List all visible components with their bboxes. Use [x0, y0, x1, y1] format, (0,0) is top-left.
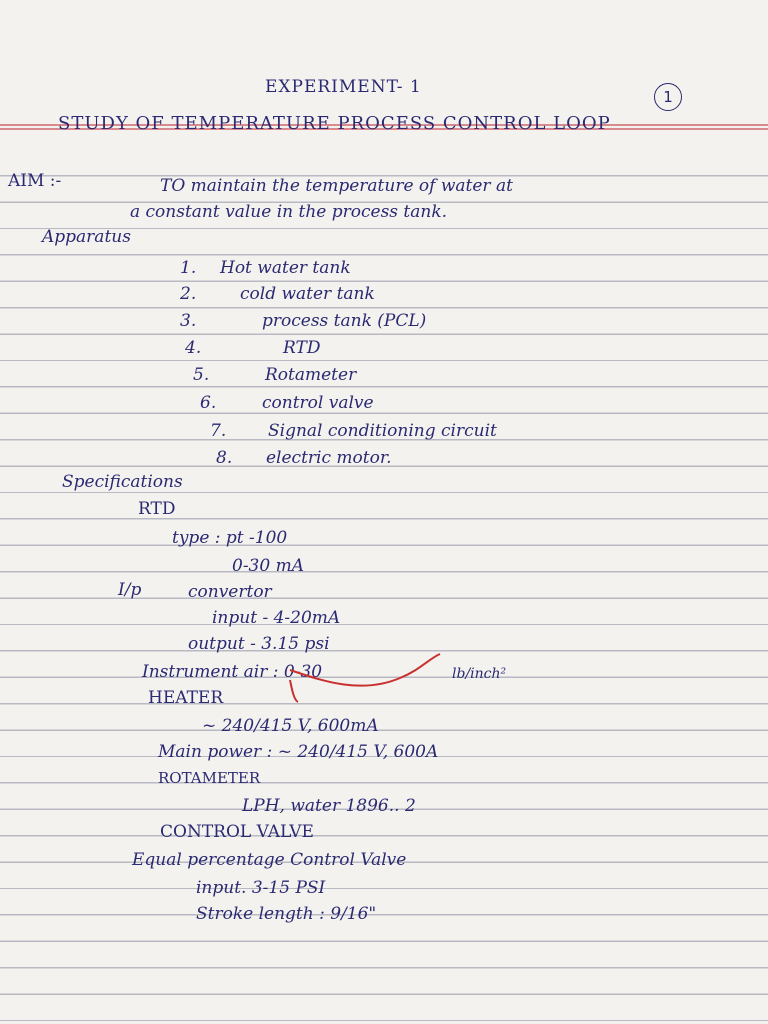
specifications-heading: Specifications: [62, 472, 183, 492]
apparatus-item-number: 3.: [180, 311, 197, 331]
instrument-air-unit: lb/inch²: [452, 666, 507, 682]
heater-value: ~ 240/415 V, 600mA: [202, 716, 379, 736]
ip-input: input - 4-20mA: [212, 608, 341, 628]
heater-label: HEATER: [148, 688, 224, 708]
ip-label: I/p: [118, 580, 142, 600]
apparatus-item: RTD: [283, 338, 321, 358]
rtd-range: 0-30 mA: [232, 556, 304, 576]
rotameter-value: LPH, water 1896.. 2: [242, 796, 416, 816]
red-correction-mark: [280, 650, 480, 710]
aim-text-line-1: TO maintain the temperature of water at: [160, 176, 513, 196]
apparatus-item: process tank (PCL): [262, 311, 427, 331]
control-valve-type: Equal percentage Control Valve: [132, 850, 407, 870]
control-valve-label: CONTROL VALVE: [160, 822, 314, 842]
page-number: 1: [654, 83, 682, 111]
apparatus-item-number: 6.: [200, 393, 217, 413]
experiment-title: STUDY OF TEMPERATURE PROCESS CONTROL LOOP: [58, 113, 611, 134]
instrument-air: Instrument air : 0-30: [142, 662, 323, 682]
apparatus-item: Signal conditioning circuit: [268, 421, 497, 441]
apparatus-item: control valve: [262, 393, 374, 413]
apparatus-item: cold water tank: [240, 284, 375, 304]
apparatus-item-number: 4.: [185, 338, 202, 358]
stroke-length: Stroke length : 9/16": [196, 904, 377, 924]
experiment-number: EXPERIMENT- 1: [265, 77, 422, 97]
apparatus-heading: Apparatus: [42, 227, 131, 247]
control-valve-input: input. 3-15 PSI: [196, 878, 326, 898]
rotameter-label: ROTAMETER: [158, 769, 261, 787]
apparatus-item-number: 5.: [193, 365, 210, 385]
apparatus-item: electric motor.: [266, 448, 392, 468]
aim-label: AIM :-: [8, 171, 62, 191]
apparatus-item-number: 7.: [210, 421, 227, 441]
main-power: Main power : ~ 240/415 V, 600A: [158, 742, 439, 762]
apparatus-item: Hot water tank: [220, 258, 351, 278]
ip-output: output - 3.15 psi: [188, 634, 330, 654]
apparatus-item-number: 2.: [180, 284, 197, 304]
apparatus-item: Rotameter: [265, 365, 357, 385]
rtd-label: RTD: [138, 499, 176, 519]
apparatus-item-number: 1.: [180, 258, 197, 278]
apparatus-item-number: 8.: [216, 448, 233, 468]
ip-converter-label: convertor: [188, 582, 272, 602]
rtd-type: type : pt -100: [172, 528, 288, 548]
aim-text-line-2: a constant value in the process tank.: [130, 202, 448, 222]
